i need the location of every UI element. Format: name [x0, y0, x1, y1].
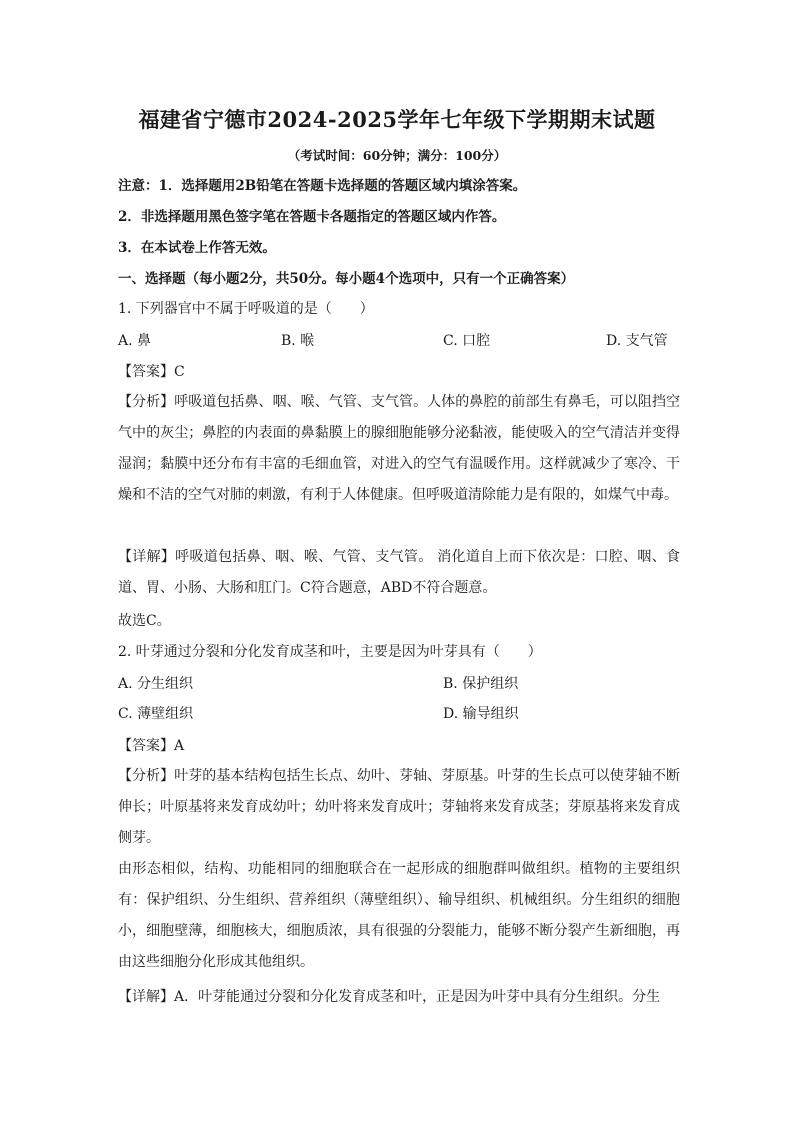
- q2-analysis: 【分析】叶芽的基本结构包括生长点、幼叶、芽轴、芽原基。叶芽的生长点可以使芽轴不断伸长；叶原基将来发育成幼叶；幼叶将来发育成叶；芽轴将来发育成茎；芽原基将来发育成侧芽。: [118, 768, 680, 846]
- section-heading: 一、选择题（每小题2分，共50分。每小题4个选项中，只有一个正确答案）: [118, 271, 575, 287]
- exam-title: 福建省宁德市2024-2025学年七年级下学期期末试题: [138, 107, 656, 132]
- q1-conclusion: 故选C。: [118, 613, 171, 629]
- q2-option-c: C. 薄壁组织: [118, 706, 194, 722]
- q1-option-a: A. 鼻: [118, 333, 152, 349]
- exam-subtitle: （考试时间：60分钟；满分：100分）: [287, 148, 507, 163]
- q2-detail: 【详解】A．叶芽能通过分裂和分化发育成茎和叶，正是因为叶芽中具有分生组织。分生: [118, 989, 661, 1005]
- note-1: 注意：1．选择题用2B铅笔在答题卡选择题的答题区域内填涂答案。: [118, 178, 527, 194]
- q1-option-b: B. 喉: [281, 333, 315, 349]
- q2-answer: 【答案】A: [118, 738, 185, 754]
- q1-option-d: D. 支气管: [606, 333, 668, 349]
- q1-answer: 【答案】C: [118, 364, 185, 380]
- question-1-stem: 1. 下列器官中不属于呼吸道的是（ ）: [118, 301, 374, 317]
- note-2: 2．非选择题用黑色签字笔在答题卡各题指定的答题区域内作答。: [118, 209, 506, 225]
- q2-option-a: A. 分生组织: [118, 676, 194, 692]
- note-3: 3．在本试卷上作答无效。: [118, 240, 276, 256]
- q2-option-d: D. 输导组织: [443, 706, 519, 722]
- q2-option-b: B. 保护组织: [443, 676, 519, 692]
- q1-option-c: C. 口腔: [443, 333, 491, 349]
- question-2-stem: 2. 叶芽通过分裂和分化发育成茎和叶，主要是因为叶芽具有（ ）: [118, 644, 542, 660]
- q1-analysis: 【分析】呼吸道包括鼻、咽、喉、气管、支气管。人体的鼻腔的前部生有鼻毛，可以阻挡空气中的灰尘；鼻腔的内表面的鼻黏膜上的腺细胞能够分泌黏液，能使吸入的空气清洁并变得湿润；黏膜中还分布有丰富的毛细血管，对进入的空气有温暖作用。这样就减少了寒冷、干燥和不洁的空气对肺的刺激，有利于人体健康。但呼吸道清除能力是有限的，如煤气中毒。: [118, 394, 680, 503]
- q2-analysis-2: 由形态相似，结构、功能相同的细胞联合在一起形成的细胞群叫做组织。植物的主要组织有：保护组织、分生组织、营养组织（薄壁组织）、输导组织、机械组织。分生组织的细胞小，细胞壁薄，细胞核大，细胞质浓，具有很强的分裂能力，能够不断分裂产生新细胞，再由这些细胞分化形成其他组织。: [118, 861, 680, 970]
- q1-detail: 【详解】呼吸道包括鼻、咽、喉、气管、支气管。 消化道自上而下依次是：口腔、咽、食道、胃、小肠、大肠和肛门。C符合题意，ABD不符合题意。: [118, 549, 680, 596]
